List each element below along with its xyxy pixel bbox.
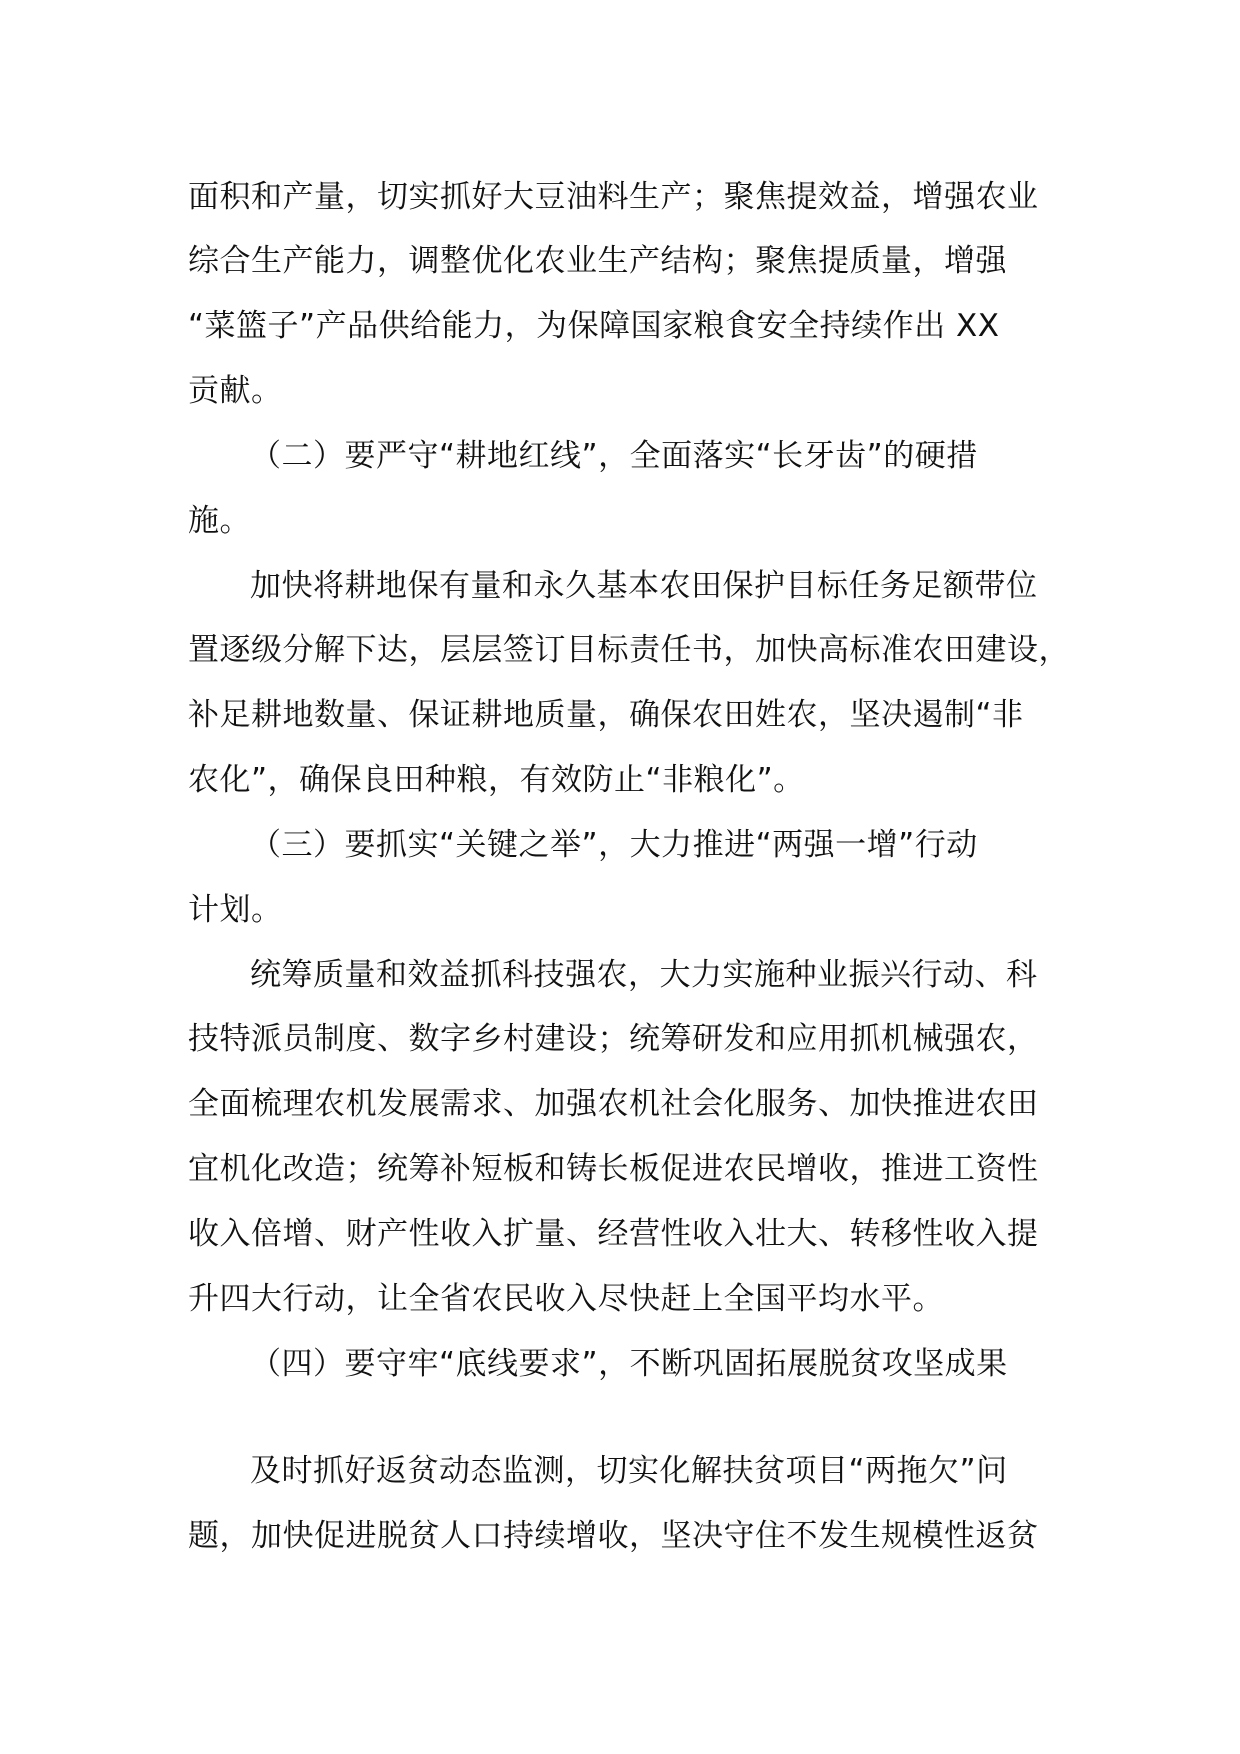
paragraph-first-line: 及时抓好返贫动态监测，切实化解扶贫项目“两拖欠”问 [250,1453,1008,1489]
paragraph-first-line: 统筹质量和效益抓科技强农，大力实施种业振兴行动、科 [250,957,1038,993]
text-line: 全面梳理农机发展需求、加强农机社会化服务、加快推进农田 [188,1086,1039,1122]
text-line: 宜机化改造；统筹补短板和铸长板促进农民增收，推进工资性 [188,1151,1039,1187]
paragraph-first-line: 加快将耕地保有量和永久基本农田保护目标任务足额带位 [250,568,1038,604]
text-line: 升四大行动，让全省农民收入尽快赶上全国平均水平。 [188,1281,944,1317]
text-line: 贡献。 [188,373,283,409]
text-line: 题，加快促进脱贫人口持续增收，坚决守住不发生规模性返贫 [188,1518,1039,1554]
section-heading-3-continuation: 计划。 [188,892,283,928]
section-heading-4: （四）要守牢“底线要求”，不断巩固拓展脱贫攻坚成果 [250,1346,1008,1382]
section-heading-2-continuation: 施。 [188,503,251,539]
section-heading-3: （三）要抓实“关键之举”，大力推进“两强一增”行动 [250,827,978,863]
text-line: 技特派员制度、数字乡村建设；统筹研发和应用抓机械强农， [188,1021,1039,1057]
text-line: 综合生产能力，调整优化农业生产结构；聚焦提质量，增强 [188,243,1007,279]
text-line: 面积和产量，切实抓好大豆油料生产；聚焦提效益，增强农业 [188,179,1039,215]
text-line: 置逐级分解下达，层层签订目标责任书，加快高标准农田建设， [188,632,1070,668]
text-line: 农化”，确保良田种粮，有效防止“非粮化”。 [188,762,805,798]
text-line: 收入倍增、财产性收入扩量、经营性收入壮大、转移性收入提 [188,1216,1039,1252]
text-line: “菜篮子”产品供给能力，为保障国家粮食安全持续作出 XX [188,308,1000,344]
section-heading-2: （二）要严守“耕地红线”，全面落实“长牙齿”的硬措 [250,438,978,474]
text-line: 补足耕地数量、保证耕地质量，确保农田姓农，坚决遏制“非 [188,697,1024,733]
